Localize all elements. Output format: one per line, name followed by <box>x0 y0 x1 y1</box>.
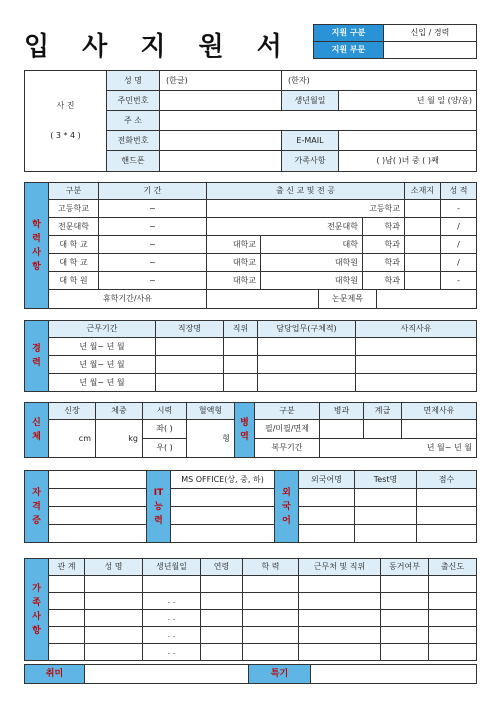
personal-table <box>24 70 477 172</box>
blood-field[interactable]: 형 <box>187 420 235 458</box>
fam-origin[interactable] <box>429 610 477 627</box>
education-table <box>24 182 477 309</box>
fam-name[interactable] <box>85 644 143 661</box>
education-side-label <box>25 183 49 309</box>
fam-header-name: 성 명 <box>85 559 143 576</box>
edu-header-type: 구분 <box>49 183 99 200</box>
career-company[interactable] <box>156 374 224 392</box>
fam-header-edu: 학 력 <box>243 559 299 576</box>
fam-age[interactable] <box>201 644 243 661</box>
edu-location[interactable] <box>405 218 441 236</box>
family-side-text: 가족사항 <box>32 583 41 636</box>
career-table <box>24 320 477 392</box>
marital-label: 가족사항 <box>282 151 339 172</box>
career-duty[interactable] <box>258 356 356 374</box>
body-header-blood: 혈액형 <box>187 403 235 420</box>
family-table <box>24 558 477 661</box>
edu-period[interactable]: ~ <box>99 254 207 272</box>
license-field[interactable] <box>49 489 147 507</box>
edu-period[interactable]: ~ <box>99 218 207 236</box>
fam-name[interactable] <box>85 627 143 644</box>
military-side-text: 병역 <box>240 418 249 442</box>
career-header-position: 직위 <box>224 321 258 338</box>
career-period[interactable]: 년 월~ 년 월 <box>49 338 156 356</box>
fam-cohabit[interactable] <box>381 627 429 644</box>
apply-table <box>313 24 477 59</box>
it-side-text: IT능력 <box>153 487 164 526</box>
career-header-period: 근무기간 <box>49 321 156 338</box>
career-position[interactable] <box>224 356 258 374</box>
fam-name[interactable] <box>85 593 143 610</box>
career-reason[interactable] <box>356 356 477 374</box>
weight-field[interactable]: kg <box>96 420 143 458</box>
edu-location[interactable] <box>405 254 441 272</box>
id-label: 주민번호 <box>107 91 160 111</box>
edu-grade[interactable]: / <box>441 254 477 272</box>
name-label: 성 명 <box>107 71 160 91</box>
specialty-field[interactable] <box>311 665 477 684</box>
hobby-field[interactable] <box>85 665 249 684</box>
left-eye-field[interactable]: 좌( ) <box>143 420 187 439</box>
license-field[interactable] <box>49 471 147 489</box>
lang-score-field[interactable] <box>417 507 477 525</box>
fam-cohabit[interactable] <box>381 593 429 610</box>
thesis-label: 논문제목 <box>319 290 377 309</box>
fam-header-relation: 관 계 <box>49 559 85 576</box>
edu-major[interactable]: 학과 <box>363 254 405 272</box>
lang-name-field[interactable] <box>299 489 355 507</box>
page-title: 입 사 지 원 서 <box>24 32 294 62</box>
edu-type: 대 학 교 <box>49 236 99 254</box>
edu-school[interactable]: 고등학교 <box>207 200 405 218</box>
fam-cohabit[interactable] <box>381 576 429 593</box>
fam-edu[interactable] <box>243 610 299 627</box>
fam-age[interactable] <box>201 627 243 644</box>
fam-birth[interactable]: . . <box>143 644 201 661</box>
fam-header-birth: 생년월일 <box>143 559 201 576</box>
license-field[interactable] <box>49 525 147 543</box>
license-table <box>24 470 477 543</box>
mil-header-exempt: 면제사유 <box>402 403 477 420</box>
edu-grade[interactable]: - <box>441 200 477 218</box>
family-side-label <box>25 559 49 661</box>
career-reason[interactable] <box>356 374 477 392</box>
edu-school[interactable]: 전문대학 <box>207 218 363 236</box>
specialty-label: 특기 <box>249 665 311 684</box>
fam-origin[interactable] <box>429 593 477 610</box>
birth-label: 생년월일 <box>282 91 339 111</box>
mil-rank-field[interactable] <box>364 420 402 439</box>
career-company[interactable] <box>156 356 224 374</box>
fam-relation[interactable] <box>49 644 85 661</box>
fam-edu[interactable] <box>243 576 299 593</box>
career-header-reason: 사직사유 <box>356 321 477 338</box>
license-side-text: 자격증 <box>32 487 41 526</box>
career-reason[interactable] <box>356 338 477 356</box>
career-company[interactable] <box>156 338 224 356</box>
fam-work[interactable] <box>299 627 381 644</box>
lang-score-field[interactable] <box>417 489 477 507</box>
fam-cohabit[interactable] <box>381 610 429 627</box>
name-kr-field[interactable]: (한글) <box>160 71 282 91</box>
edu-college[interactable]: 대학원 <box>261 254 363 272</box>
body-header-vision: 시력 <box>143 403 187 420</box>
edu-college[interactable]: 대학원 <box>261 272 363 290</box>
edu-college[interactable]: 대학 <box>261 236 363 254</box>
fam-edu[interactable] <box>243 627 299 644</box>
edu-header-grade: 성 적 <box>441 183 477 200</box>
body-header-height: 신장 <box>49 403 96 420</box>
career-duty[interactable] <box>258 338 356 356</box>
right-eye-field[interactable]: 우( ) <box>143 439 187 458</box>
fam-name[interactable] <box>85 576 143 593</box>
career-period[interactable]: 년 월~ 년 월 <box>49 374 156 392</box>
fam-name[interactable] <box>85 610 143 627</box>
fam-relation[interactable] <box>49 610 85 627</box>
fam-header-age: 연령 <box>201 559 243 576</box>
address-field[interactable] <box>160 111 477 131</box>
id-field[interactable] <box>160 91 282 111</box>
edu-type: 대 학 교 <box>49 254 99 272</box>
edu-location[interactable] <box>405 200 441 218</box>
mil-exempt-field[interactable] <box>402 420 477 439</box>
lang-test-field[interactable] <box>355 489 417 507</box>
edu-type: 전문대학 <box>49 218 99 236</box>
edu-school[interactable]: 대학교 <box>207 254 261 272</box>
mil-header-branch: 병과 <box>320 403 364 420</box>
fam-work[interactable] <box>299 644 381 661</box>
edu-header-period: 기 간 <box>99 183 207 200</box>
education-side-text: 학력사항 <box>32 219 41 272</box>
lang-header-score: 점수 <box>417 471 477 489</box>
fam-work[interactable] <box>299 576 381 593</box>
license-side-label <box>25 471 49 543</box>
apply-dept-value[interactable] <box>384 42 477 59</box>
fam-work[interactable] <box>299 593 381 610</box>
mil-branch-field[interactable] <box>320 420 364 439</box>
career-side-text: 경력 <box>32 344 41 368</box>
lang-header-test: Test명 <box>355 471 417 489</box>
edu-location[interactable] <box>405 236 441 254</box>
lang-side-label <box>275 471 299 543</box>
it-field[interactable] <box>171 489 275 507</box>
fam-header-origin: 출신도 <box>429 559 477 576</box>
body-side-text: 신체 <box>32 418 41 442</box>
edu-school[interactable]: 대학교 <box>207 272 261 290</box>
it-side-label <box>147 471 171 543</box>
name-hanja-field[interactable]: (한자) <box>282 71 477 91</box>
email-field[interactable] <box>339 131 477 151</box>
fam-origin[interactable] <box>429 644 477 661</box>
edu-header-school: 출 신 교 및 전 공 <box>207 183 405 200</box>
career-duty[interactable] <box>258 374 356 392</box>
lang-name-field[interactable] <box>299 507 355 525</box>
lang-header-name: 외국어명 <box>299 471 355 489</box>
fam-origin[interactable] <box>429 627 477 644</box>
mil-period-field[interactable]: 년 월~ 년 월 <box>320 439 477 458</box>
apply-type-label: 지원 구분 <box>314 25 384 42</box>
lang-name-field[interactable] <box>299 525 355 543</box>
edu-grade[interactable]: / <box>441 236 477 254</box>
edu-type: 고등학교 <box>49 200 99 218</box>
edu-type: 대 학 원 <box>49 272 99 290</box>
apply-dept-label: 지원 부문 <box>314 42 384 59</box>
edu-major[interactable]: 학과 <box>363 272 405 290</box>
mil-header-type: 구분 <box>255 403 320 420</box>
body-header-weight: 체중 <box>96 403 143 420</box>
fam-relation[interactable] <box>49 576 85 593</box>
fam-age[interactable] <box>201 593 243 610</box>
edu-period[interactable]: ~ <box>99 200 207 218</box>
thesis-field[interactable] <box>377 290 477 309</box>
it-field[interactable] <box>171 525 275 543</box>
license-field[interactable] <box>49 507 147 525</box>
fam-cohabit[interactable] <box>381 644 429 661</box>
email-label: E-MAIL <box>282 131 339 151</box>
photo-box[interactable] <box>25 71 107 172</box>
edu-location[interactable] <box>405 272 441 290</box>
fam-header-work: 근무처 및 직위 <box>299 559 381 576</box>
body-side-label <box>25 403 49 458</box>
career-header-duty: 담당업무(구체적) <box>258 321 356 338</box>
career-period[interactable]: 년 월~ 년 월 <box>49 356 156 374</box>
edu-major[interactable]: 학과 <box>363 236 405 254</box>
leave-label: 휴학기간/사유 <box>49 290 207 309</box>
fam-birth[interactable]: . . <box>143 610 201 627</box>
apply-type-value[interactable]: 신입 / 경력 <box>384 25 477 42</box>
fam-header-cohabit: 동거여부 <box>381 559 429 576</box>
mil-header-rank: 계급 <box>364 403 402 420</box>
edu-period[interactable]: ~ <box>99 272 207 290</box>
fam-birth[interactable]: . . <box>143 593 201 610</box>
fam-edu[interactable] <box>243 593 299 610</box>
photo-label: 사 진 <box>56 101 75 110</box>
lang-side-text: 외국어 <box>282 487 291 526</box>
ms-office-label: MS OFFICE(상, 중, 하) <box>171 471 275 489</box>
photo-size: ( 3 * 4 ) <box>50 131 81 140</box>
career-side-label <box>25 321 49 392</box>
phone-label: 전화번호 <box>107 131 160 151</box>
fam-relation[interactable] <box>49 627 85 644</box>
fam-edu[interactable] <box>243 644 299 661</box>
mil-period-label: 복무기간 <box>255 439 320 458</box>
fam-birth[interactable] <box>143 576 201 593</box>
edu-major[interactable]: 학과 <box>363 218 405 236</box>
footer-table <box>24 664 477 684</box>
leave-field[interactable] <box>207 290 319 309</box>
fam-relation[interactable] <box>49 593 85 610</box>
career-header-company: 직장명 <box>156 321 224 338</box>
address-label: 주 소 <box>107 111 160 131</box>
lang-score-field[interactable] <box>417 525 477 543</box>
phone-field[interactable] <box>160 131 282 151</box>
birth-field[interactable]: 년 월 일 (양/음) <box>339 91 477 111</box>
mobile-label: 핸드폰 <box>107 151 160 172</box>
career-position[interactable] <box>224 338 258 356</box>
lang-test-field[interactable] <box>355 507 417 525</box>
military-side-label <box>235 403 255 458</box>
mil-type-field[interactable]: 필/미필/면제 <box>255 420 320 439</box>
it-field[interactable] <box>171 507 275 525</box>
mobile-field[interactable] <box>160 151 282 172</box>
hobby-label: 취미 <box>25 665 85 684</box>
career-position[interactable] <box>224 374 258 392</box>
edu-school[interactable]: 대학교 <box>207 236 261 254</box>
fam-age[interactable] <box>201 610 243 627</box>
body-military-table <box>24 402 477 458</box>
marital-field[interactable]: ( )남( )녀 중 ( )째 <box>339 151 477 172</box>
edu-header-location: 소재지 <box>405 183 441 200</box>
edu-grade[interactable]: / <box>441 218 477 236</box>
fam-origin[interactable] <box>429 576 477 593</box>
fam-birth[interactable]: . . <box>143 627 201 644</box>
lang-test-field[interactable] <box>355 525 417 543</box>
fam-work[interactable] <box>299 610 381 627</box>
fam-age[interactable] <box>201 576 243 593</box>
edu-grade[interactable]: - <box>441 272 477 290</box>
height-field[interactable]: cm <box>49 420 96 458</box>
edu-period[interactable]: ~ <box>99 236 207 254</box>
